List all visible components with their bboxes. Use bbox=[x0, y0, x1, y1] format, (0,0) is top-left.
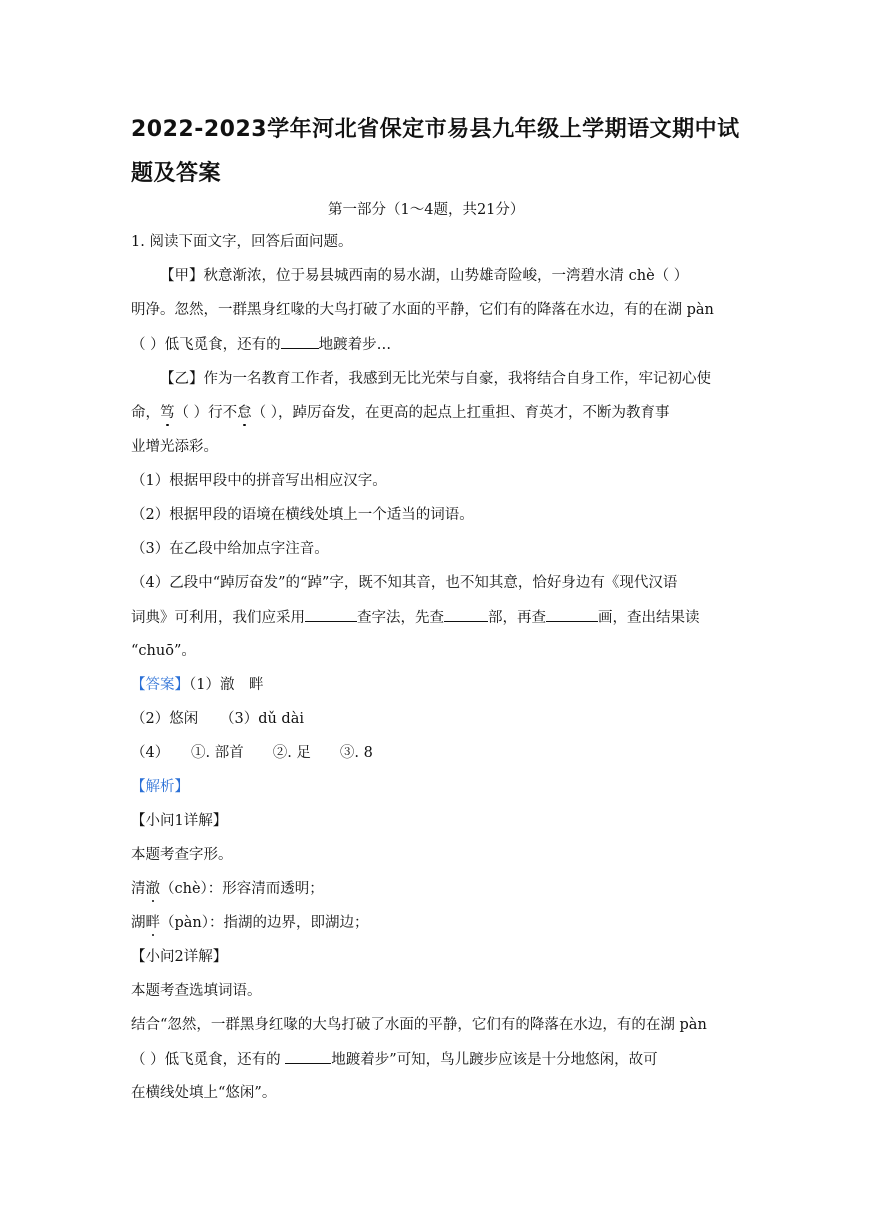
answer-line-2: （2）悠闲 （3）dǔ dài bbox=[131, 711, 304, 727]
sub-question-4-text: 部，再查 bbox=[488, 610, 546, 626]
sub-question-3: （3）在乙段中给加点字注音。 bbox=[131, 541, 329, 557]
passage-jia-line-3 bbox=[131, 335, 391, 354]
analysis-part-1-heading: 【小问1详解】 bbox=[131, 813, 228, 829]
sub-question-4-text: 查字法，先查 bbox=[357, 610, 444, 626]
document-title-line-2: 题及答案 bbox=[131, 161, 222, 186]
sub-question-4-line-1: （4）乙段中“踔厉奋发”的“踔”字，既不知其音，也不知其意，恰好身边有《现代汉语 bbox=[131, 575, 678, 591]
passage-yi-line-3: 业增光添彩。 bbox=[131, 439, 218, 455]
document-title-line-1: 2022-2023学年河北省保定市易县九年级上学期语文期中试 bbox=[131, 117, 740, 142]
fill-blank bbox=[546, 608, 598, 622]
passage-yi-text: （ ）行不 bbox=[174, 405, 238, 421]
dotted-char: 笃 bbox=[160, 405, 175, 421]
dotted-char: 畔 bbox=[145, 915, 160, 931]
analysis-text: （ ）低飞觅食，还有的 bbox=[131, 1052, 286, 1068]
sub-question-1: （1）根据甲段中的拼音写出相应汉字。 bbox=[131, 473, 387, 489]
analysis-part-1-line-2 bbox=[131, 880, 324, 898]
sub-question-4-text: 词典》可利用，我们应采用 bbox=[131, 610, 305, 626]
analysis-part-2-line-2: 结合“忽然，一群黑身红喙的大鸟打破了水面的平静，它们有的降落在水边，有的在湖 pàn bbox=[131, 1017, 707, 1033]
analysis-part-2-line-4: 在横线处填上“悠闲”。 bbox=[131, 1085, 277, 1101]
question-stem: 1. 阅读下面文字，回答后面问题。 bbox=[131, 234, 353, 250]
analysis-text: 地踱着步”可知，鸟儿踱步应该是十分地悠闲，故可 bbox=[331, 1052, 658, 1068]
analysis-text: 清 bbox=[131, 881, 146, 897]
analysis-part-2-heading: 【小问2详解】 bbox=[131, 949, 228, 965]
passage-yi-text: 命， bbox=[131, 405, 160, 421]
analysis-part-1-line-1: 本题考查字形。 bbox=[131, 847, 233, 863]
passage-jia-text-a: （ ）低飞觅食，还有的 bbox=[131, 337, 281, 353]
answer-label: 【答案】 bbox=[131, 677, 189, 693]
answer-line-1 bbox=[131, 676, 263, 694]
passage-yi-line-1: 【乙】作为一名教育工作者，我感到无比光荣与自豪，我将结合自身工作，牢记初心使 bbox=[160, 371, 711, 387]
analysis-part-1-line-3 bbox=[131, 914, 369, 932]
dotted-char: 怠 bbox=[237, 405, 252, 421]
answer-text-1: （1）澈 畔 bbox=[189, 677, 264, 693]
answer-line-3: （4） ①. 部首 ②. 足 ③. 8 bbox=[131, 745, 373, 761]
passage-yi-text: （ ），踔厉奋发，在更高的起点上扛重担、育英才，不断为教育事 bbox=[251, 405, 670, 421]
analysis-text: （pàn）：指湖的边界，即湖边； bbox=[160, 915, 369, 931]
passage-yi-line-2 bbox=[131, 404, 669, 422]
sub-question-4-text: 画，查出结果读 bbox=[598, 610, 700, 626]
analysis-part-2-line-3 bbox=[131, 1050, 658, 1069]
fill-blank bbox=[285, 1050, 331, 1064]
fill-blank bbox=[281, 335, 319, 349]
passage-jia-line-1: 【甲】秋意渐浓，位于易县城西南的易水湖，山势雄奇险峻，一湾碧水清 chè（ ） bbox=[160, 268, 689, 284]
analysis-label: 【解析】 bbox=[131, 779, 189, 795]
analysis-text: 湖 bbox=[131, 915, 146, 931]
fill-blank bbox=[305, 608, 357, 622]
sub-question-2: （2）根据甲段的语境在横线处填上一个适当的词语。 bbox=[131, 507, 474, 523]
analysis-part-2-line-1: 本题考查选填词语。 bbox=[131, 983, 262, 999]
fill-blank bbox=[444, 608, 488, 622]
passage-jia-line-2: 明净。忽然，一群黑身红喙的大鸟打破了水面的平静，它们有的降落在水边，有的在湖 pàn bbox=[131, 302, 714, 318]
analysis-text: （chè）：形容清而透明； bbox=[160, 881, 324, 897]
sub-question-4-line-2 bbox=[131, 608, 700, 627]
passage-jia-text-b: 地踱着步… bbox=[318, 337, 392, 353]
dotted-char: 澈 bbox=[145, 881, 160, 897]
sub-question-4-line-3: “chuō”。 bbox=[131, 643, 196, 659]
section-header: 第一部分（1～4题，共21分） bbox=[328, 202, 525, 218]
